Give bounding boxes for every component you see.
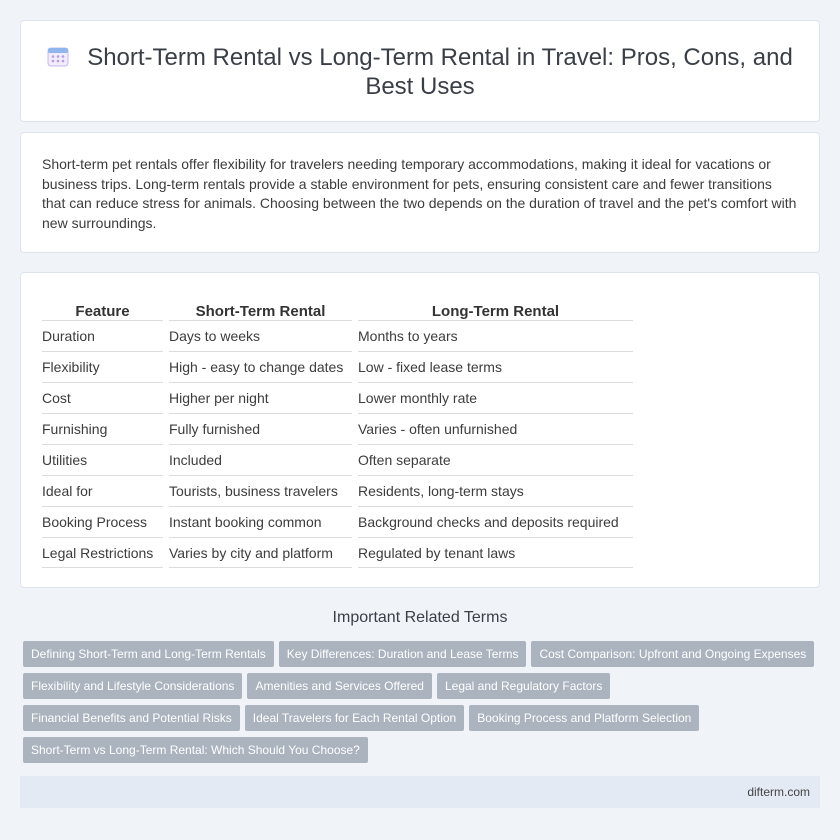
cell-short-term: Days to weeks	[169, 320, 352, 351]
related-term-tag[interactable]: Flexibility and Lifestyle Considerations	[23, 673, 242, 699]
table-row	[42, 506, 633, 537]
header-long-term: Long-Term Rental	[431, 303, 560, 320]
related-term-tag[interactable]: Key Differences: Duration and Lease Terms	[279, 641, 527, 667]
title-line-1: Short-Term Rental vs Long-Term Rental in Travel: Pros, Cons, and	[87, 44, 793, 71]
cell-feature: Furnishing	[42, 413, 163, 444]
cell-long-term: Background checks and deposits required	[358, 506, 633, 537]
header-feature: Feature	[75, 303, 130, 320]
cell-long-term: Months to years	[358, 320, 633, 351]
table-row	[42, 444, 633, 475]
cell-long-term: Often separate	[358, 444, 633, 475]
cell-feature: Duration	[42, 320, 163, 351]
related-term-tag[interactable]: Amenities and Services Offered	[247, 673, 432, 699]
related-term-tag[interactable]: Booking Process and Platform Selection	[469, 705, 699, 731]
cell-feature: Booking Process	[42, 506, 163, 537]
related-term-tag[interactable]: Short-Term vs Long-Term Rental: Which Should You Choose?	[23, 737, 368, 763]
table-row	[42, 382, 633, 413]
cell-short-term: Instant booking common	[169, 506, 352, 537]
table-row	[42, 320, 633, 351]
tag-row	[23, 673, 823, 705]
calendar-icon	[47, 45, 69, 67]
cell-feature: Flexibility	[42, 351, 163, 382]
related-term-tag[interactable]: Cost Comparison: Upfront and Ongoing Expenses	[531, 641, 814, 667]
related-term-tag[interactable]: Ideal Travelers for Each Rental Option	[245, 705, 464, 731]
table-row	[42, 475, 633, 506]
cell-feature: Cost	[42, 382, 163, 413]
cell-long-term: Lower monthly rate	[358, 382, 633, 413]
page-title	[21, 43, 819, 101]
related-terms-title: Important Related Terms	[332, 609, 508, 626]
tag-row	[23, 705, 823, 737]
table-row	[42, 537, 633, 568]
cell-long-term: Varies - often unfurnished	[358, 413, 633, 444]
cell-long-term: Regulated by tenant laws	[358, 537, 633, 568]
cell-short-term: High - easy to change dates	[169, 351, 352, 382]
cell-short-term: Included	[169, 444, 352, 475]
cell-feature: Utilities	[42, 444, 163, 475]
tag-row	[23, 641, 823, 673]
comparison-table	[36, 295, 639, 568]
related-term-tag[interactable]: Financial Benefits and Potential Risks	[23, 705, 240, 731]
cell-short-term: Fully furnished	[169, 413, 352, 444]
intro-card	[20, 132, 820, 253]
cell-feature: Legal Restrictions	[42, 537, 163, 568]
cell-long-term: Residents, long-term stays	[358, 475, 633, 506]
footer	[20, 776, 820, 808]
related-term-tag[interactable]: Legal and Regulatory Factors	[437, 673, 610, 699]
table-header-row	[42, 295, 633, 320]
cell-short-term: Higher per night	[169, 382, 352, 413]
table-row	[42, 413, 633, 444]
related-term-tag[interactable]: Defining Short-Term and Long-Term Rentals	[23, 641, 274, 667]
cell-short-term: Tourists, business travelers	[169, 475, 352, 506]
title-line-2: Best Uses	[365, 73, 475, 100]
header-short-term: Short-Term Rental	[195, 303, 326, 320]
cell-long-term: Low - fixed lease terms	[358, 351, 633, 382]
cell-short-term: Varies by city and platform	[169, 537, 352, 568]
tag-row	[23, 737, 823, 769]
cell-feature: Ideal for	[42, 475, 163, 506]
intro-paragraph: Short-term pet rentals offer flexibility for travelers needing temporary accommodations, making it ideal for vacations or business trips. Long-term rentals provide a stable environment for pets, ensuring consistent care and fewer transitions that can reduce stress for animals. Choosing between the two depends on the duration of travel and the pet's comfort with new surroundings.	[42, 156, 797, 231]
table-row	[42, 351, 633, 382]
site-credit[interactable]: difterm.com	[747, 785, 810, 799]
related-terms-tags	[23, 641, 823, 769]
header-card	[20, 20, 820, 122]
comparison-card	[20, 272, 820, 588]
